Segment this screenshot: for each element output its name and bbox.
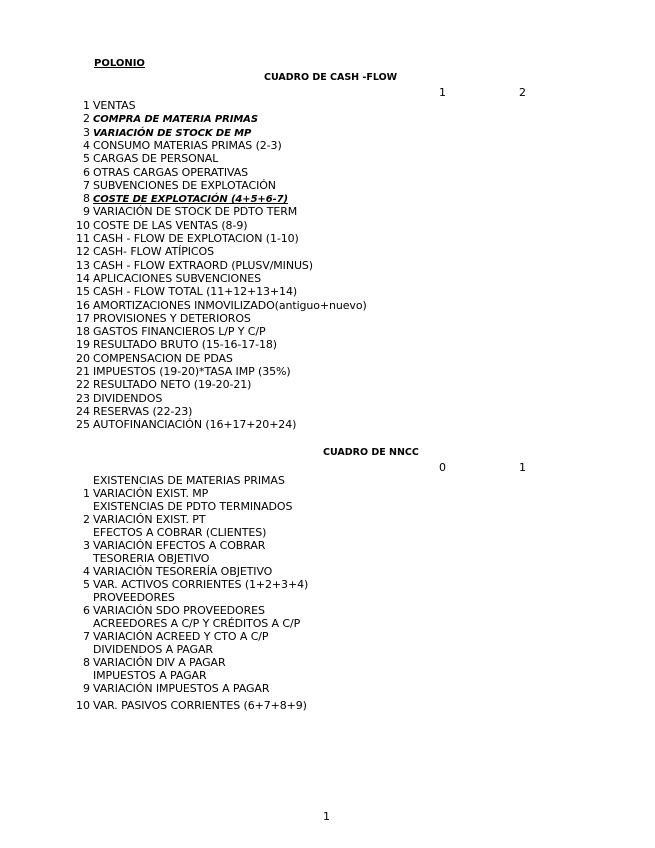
cashflow-row [70,192,288,205]
row-number: 10 [76,218,90,232]
row-label: CASH - FLOW TOTAL (11+12+13+14) [93,285,298,299]
row-label: VARIACIÓN ACREED Y CTO A C/P [93,630,269,643]
cashflow-row [70,299,367,312]
row-label: IMPUESTOS (19-20)*TASA IMP (35%) [93,365,291,378]
nncc-row [70,487,208,500]
nncc-col-header-1: 1 [519,461,526,474]
row-number: 20 [76,351,90,365]
nncc-row [70,630,268,643]
cashflow-row [70,112,258,125]
cashflow-row [70,245,214,258]
row-number: 21 [76,365,90,378]
row-label: VARIACIÓN EFECTOS A COBRAR [93,539,266,552]
cashflow-title: CUADRO DE CASH -FLOW [264,72,398,83]
row-number: 10 [76,699,90,712]
row-number: 6 [83,604,90,617]
nncc-row [70,474,285,487]
cashflow-col-header-2: 2 [519,86,526,99]
nncc-row [70,643,213,656]
row-label: COMPRA DE MATERIA PRIMAS [93,114,258,126]
nncc-row [70,669,206,682]
nncc-row [70,682,269,695]
nncc-row [70,604,265,617]
row-number: 18 [76,325,90,339]
row-label: AMORTIZACIONES INMOVILIZADO(antiguo+nuevo) [93,298,367,312]
row-number: 7 [83,178,90,192]
nncc-row [70,656,225,669]
nncc-row [70,565,272,578]
row-number: 4 [83,565,90,578]
nncc-row [70,578,308,591]
cashflow-row [70,365,291,378]
row-number: 24 [76,404,90,418]
cashflow-row [70,99,135,112]
cashflow-row [70,312,251,325]
row-number: 8 [83,192,90,206]
cashflow-row [70,325,266,338]
row-label: COSTE DE EXPLOTACIÓN (4+5+6-7) [93,194,288,206]
cashflow-row [70,179,276,192]
cashflow-col-header-1: 1 [439,86,446,99]
row-label: VARIACIÓN EXIST. MP [93,487,209,500]
row-number: 17 [76,311,90,325]
nncc-row [70,617,300,630]
row-label: EFECTOS A COBRAR (CLIENTES) [93,526,267,539]
row-label: SUBVENCIONES DE EXPLOTACIÓN [93,178,276,192]
row-number: 4 [83,138,90,152]
row-number: 23 [76,391,90,405]
row-number: 16 [76,298,90,312]
row-number: 15 [76,285,90,299]
cashflow-row [70,259,313,272]
cashflow-row [70,139,282,152]
row-label: CARGAS DE PERSONAL [93,152,219,166]
row-number: 12 [76,245,90,259]
nncc-col-header-0: 0 [439,461,446,474]
row-label: VARIACIÓN SDO PROVEEDORES [93,604,265,617]
row-number: 9 [83,682,90,695]
cashflow-row [70,205,297,218]
row-number: 13 [76,258,90,272]
row-label: CONSUMO MATERIAS PRIMAS (2-3) [93,138,282,152]
cashflow-row [70,232,299,245]
row-number: 11 [76,232,90,245]
row-number: 9 [83,205,90,219]
nncc-row [70,500,292,513]
nncc-title: CUADRO DE NNCC [323,447,419,458]
row-number: 5 [83,578,90,591]
row-number: 25 [76,418,90,432]
row-label: VARIACIÓN DE STOCK DE PDTO TERM [93,205,298,219]
row-label: CASH- FLOW ATÍPICOS [93,245,214,259]
row-label: IMPUESTOS A PAGAR [93,669,207,682]
row-label: CASH - FLOW DE EXPLOTACION (1-10) [93,232,299,245]
row-label: PROVEEDORES [93,591,175,604]
page-number: 1 [323,810,330,823]
row-label: TESORERIA OBJETIVO [93,552,210,565]
row-label: DIVIDENDOS [93,391,163,405]
cashflow-row [70,392,162,405]
row-label: AUTOFINANCIACIÓN (16+17+20+24) [93,418,297,432]
row-label: OTRAS CARGAS OPERATIVAS [93,165,249,179]
cashflow-row [70,285,297,298]
row-number: 2 [83,112,90,126]
cashflow-row [70,352,233,365]
row-number: 2 [83,513,90,526]
row-number: 7 [83,630,90,643]
cashflow-row [70,338,277,351]
row-label: VARIACIÓN DIV A PAGAR [93,656,226,669]
cashflow-row [70,405,192,418]
row-number: 3 [83,539,90,552]
row-number: 14 [76,271,90,285]
nncc-row [70,539,265,552]
row-number: 5 [83,152,90,166]
company-name: POLONIO [94,58,145,69]
row-number: 19 [76,338,90,352]
row-number: 1 [83,99,90,112]
row-label: VAR. ACTIVOS CORRIENTES (1+2+3+4) [93,578,309,591]
row-label: CASH - FLOW EXTRAORD (PLUSV/MINUS) [93,258,313,272]
nncc-row [70,552,209,565]
row-label: VARIACIÓN TESORERÍA OBJETIVO [93,565,273,578]
row-label: COMPENSACION DE PDAS [93,351,233,365]
row-label: RESULTADO BRUTO (15-16-17-18) [93,338,277,352]
row-label: EXISTENCIAS DE PDTO TERMINADOS [93,500,293,513]
nncc-row [70,591,175,604]
row-number: 8 [83,656,90,669]
cashflow-row [70,152,218,165]
nncc-row [70,513,205,526]
row-number: 3 [83,125,90,139]
cashflow-row [70,126,251,139]
row-label: PROVISIONES Y DETERIOROS [93,311,251,325]
nncc-row [70,699,307,712]
row-number: 22 [76,378,90,392]
row-label: GASTOS FINANCIEROS L/P Y C/P [93,325,266,339]
cashflow-row [70,378,251,391]
row-label: ACREEDORES A C/P Y CRÉDITOS A C/P [93,617,301,630]
cashflow-row [70,166,248,179]
cashflow-row [70,272,261,285]
nncc-row [70,526,266,539]
cashflow-row [70,219,247,232]
row-label: DIVIDENDOS A PAGAR [93,643,213,656]
row-label: EXISTENCIAS DE MATERIAS PRIMAS [93,474,285,487]
row-label: VARIACIÓN EXIST. PT [93,513,206,526]
row-label: COSTE DE LAS VENTAS (8-9) [93,218,248,232]
row-number: 1 [83,487,90,500]
row-label: RESULTADO NETO (19-20-21) [93,378,252,392]
row-label: VAR. PASIVOS CORRIENTES (6+7+8+9) [93,699,307,712]
cashflow-row [70,418,296,431]
row-number: 6 [83,165,90,179]
row-label: APLICACIONES SUBVENCIONES [93,271,261,285]
row-label: RESERVAS (22-23) [93,404,193,418]
row-label: VARIACIÓN IMPUESTOS A PAGAR [93,682,270,695]
row-label: VARIACIÓN DE STOCK DE MP [93,127,252,139]
row-label: VENTAS [93,99,136,112]
